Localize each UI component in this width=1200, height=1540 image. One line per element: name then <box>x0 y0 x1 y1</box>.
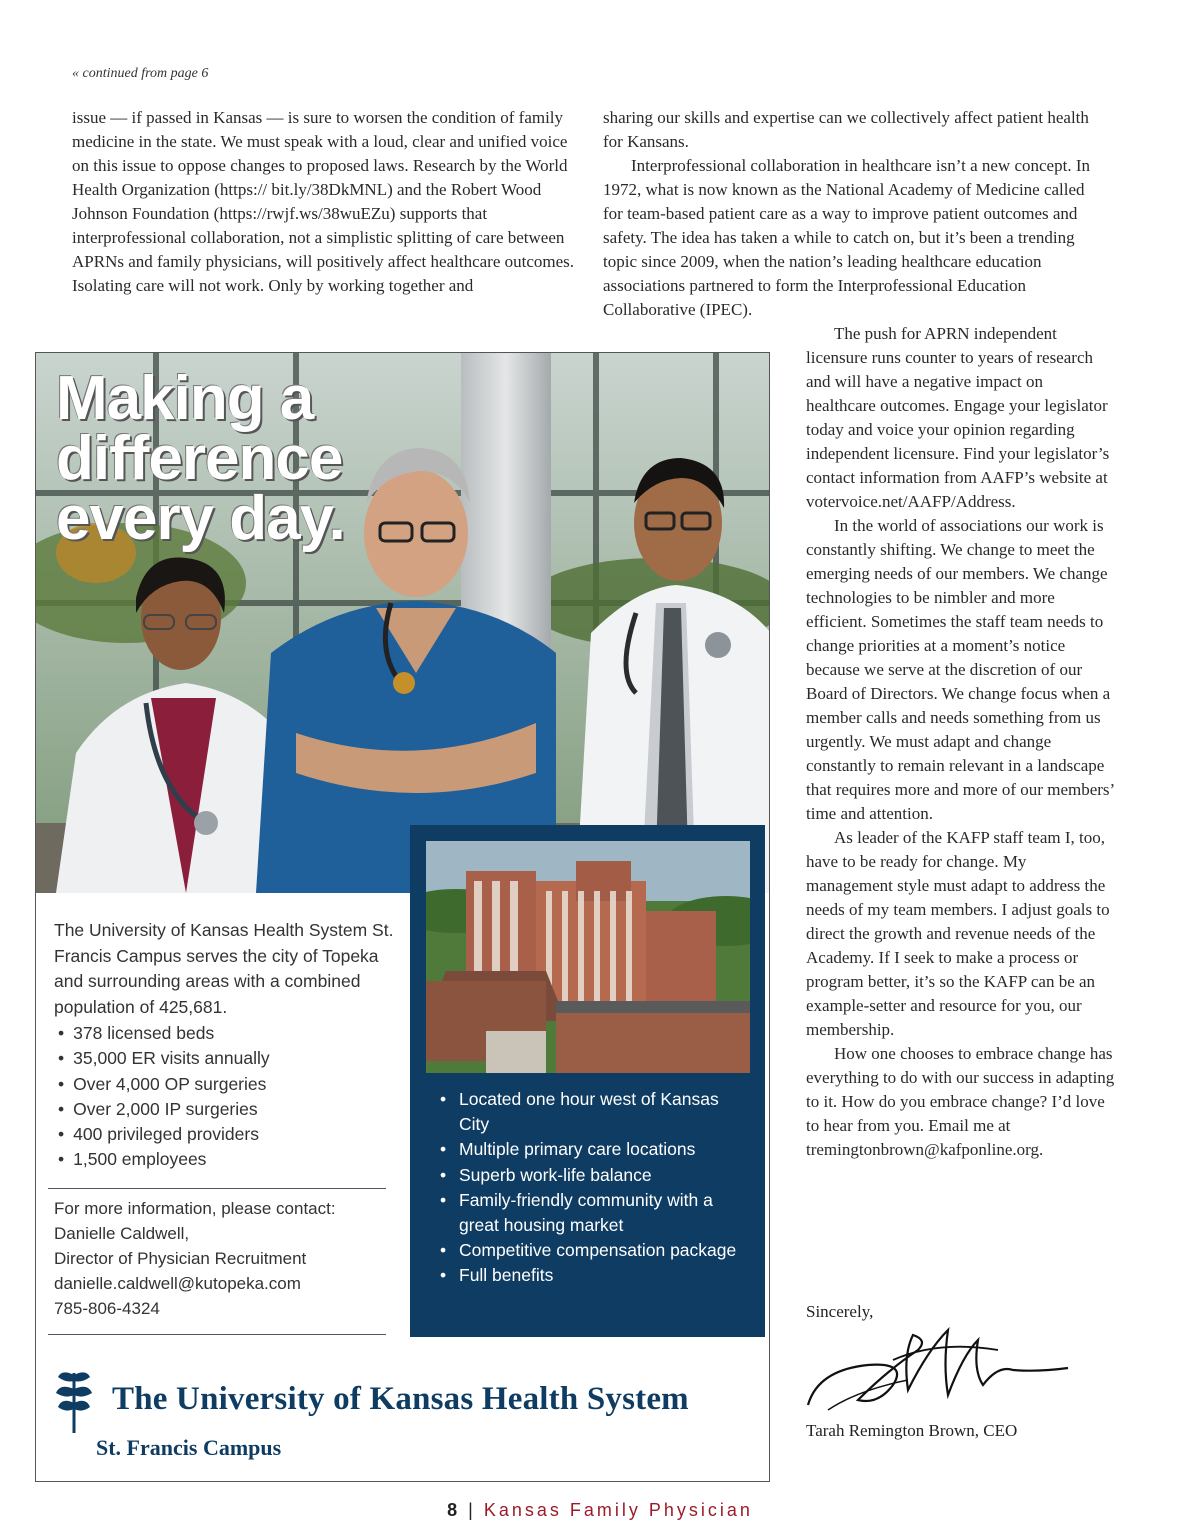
continued-from-note: « continued from page 6 <box>72 66 209 81</box>
signer-name: Tarah Remington Brown, CEO <box>806 1421 1018 1440</box>
footer-separator: | <box>468 1500 476 1520</box>
benefit-item: • Multiple primary care locations <box>440 1137 750 1162</box>
contact-info <box>54 1196 394 1321</box>
benefit-item: • Competitive compensation package <box>440 1238 750 1263</box>
benefit-item: • Located one hour west of Kansas City <box>440 1087 750 1137</box>
contact-title: Director of Physician Recruitment <box>54 1249 307 1268</box>
contact-email[interactable]: danielle.caldwell@kutopeka.com <box>54 1274 301 1293</box>
article-column-left <box>72 106 574 298</box>
divider <box>48 1188 386 1189</box>
stat-item: • 378 licensed beds <box>58 1021 388 1046</box>
article-paragraph: sharing our skills and expertise can we collectively affect patient health for Kansans. <box>603 108 1089 151</box>
stat-item: • Over 4,000 OP surgeries <box>58 1072 388 1097</box>
logo-wordmark: The University of Kansas Health System <box>112 1381 689 1417</box>
stat-item: • 400 privileged providers <box>58 1122 388 1147</box>
stat-item: • Over 2,000 IP surgeries <box>58 1097 388 1122</box>
benefits-panel <box>410 825 765 1337</box>
divider <box>48 1334 386 1335</box>
hospital-building-illustration <box>426 841 750 1073</box>
health-system-logo <box>54 1363 764 1463</box>
benefit-item: • Full benefits <box>440 1263 750 1288</box>
signature-image <box>798 1310 1098 1425</box>
contact-intro: For more information, please contact: <box>54 1199 336 1218</box>
page-number: 8 <box>447 1500 461 1520</box>
contact-phone[interactable]: 785-806-4324 <box>54 1299 160 1318</box>
benefit-item: • Superb work-life balance <box>440 1163 750 1188</box>
article-paragraph: How one chooses to embrace change has everything to do with our success in adapting to it. How do you embrace change? I’d love to hear from you. Email me at tremingtonbrown@kafponline.org. <box>806 1044 1115 1159</box>
closing: Sincerely, <box>806 1302 874 1321</box>
facility-stats-list <box>58 1021 388 1173</box>
stat-item: • 35,000 ER visits annually <box>58 1046 388 1071</box>
stat-item: • 1,500 employees <box>58 1147 388 1172</box>
page-footer <box>0 1500 1200 1521</box>
contact-name: Danielle Caldwell, <box>54 1224 190 1243</box>
article-paragraph: The push for APRN independent licensure runs counter to years of research and will have a negative impact on healthcare outcomes. Engage your legislator today and voice your opinion regarding independent licensure. Find your legislator’s contact information from AAFP’s website at votervoice.net/AAFP/Address. <box>806 324 1110 511</box>
article-column-narrow <box>806 322 1116 1162</box>
wheat-icon <box>54 1363 94 1433</box>
ad-description: The University of Kansas Health System St. Francis Campus serves the city of Topeka and surrounding areas with a combined population of 425,681. <box>54 920 394 1017</box>
hospital-advertisement <box>35 352 770 1482</box>
publication-name: Kansas Family Physician <box>483 1500 753 1520</box>
article-paragraph: issue — if passed in Kansas — is sure to worsen the condition of family medicine in the state. We must speak with a loud, clear and unified voice on this issue to oppose changes to proposed laws. Research by the World Health Organization (https:// bit.ly/38DkMNL) and the Robert Wood Johnson Foundation (https://rwjf.ws/38wuEZu) supports that interprofessional collaboration, not a simplistic splitting of care between APRNs and family physicians, will positively affect healthcare outcomes. Isolating care will not work. Only by working together and <box>72 108 575 295</box>
logo-campus: St. Francis Campus <box>96 1435 282 1460</box>
benefits-list <box>440 1087 750 1289</box>
physicians-photo <box>36 353 770 893</box>
article-paragraph: In the world of associations our work is constantly shifting. We change to meet the emerging needs of our members. We change technologies to be nimbler and more efficient. Sometimes the staff team needs to change priorities at a moment’s notice because we serve at the discretion of our Board of Directors. We change focus when a member calls and needs something from us urgently. We must adapt and change constantly to remain relevant in a landscape that requires more and more of our members’ time and attention. <box>806 516 1114 823</box>
article-paragraph: As leader of the KAFP staff team I, too, have to be ready for change. My management style must adapt to address the needs of my team members. I adjust goals to direct the growth and revenue needs of the Academy. If I seek to make a process or program better, it’s so the KAFP can be an example-setter and resource for you, our membership. <box>806 828 1110 1039</box>
article-paragraph: Interprofessional collaboration in healthcare isn’t a new concept. In 1972, what is now known as the National Academy of Medicine called for team-based patient care as a way to improve patient outcomes and safety. The idea has taken a while to catch on, but it’s been a trending topic since 2009, when the nation’s leading healthcare education associations partnered to form the Interprofessional Education Collaborative (IPEC). <box>603 156 1090 319</box>
hospital-building-photo <box>426 841 750 1073</box>
article-column-right <box>603 106 1103 322</box>
benefit-item: • Family-friendly community with a great housing market <box>440 1188 750 1238</box>
ad-headline: Making a difference every day. <box>56 364 345 553</box>
